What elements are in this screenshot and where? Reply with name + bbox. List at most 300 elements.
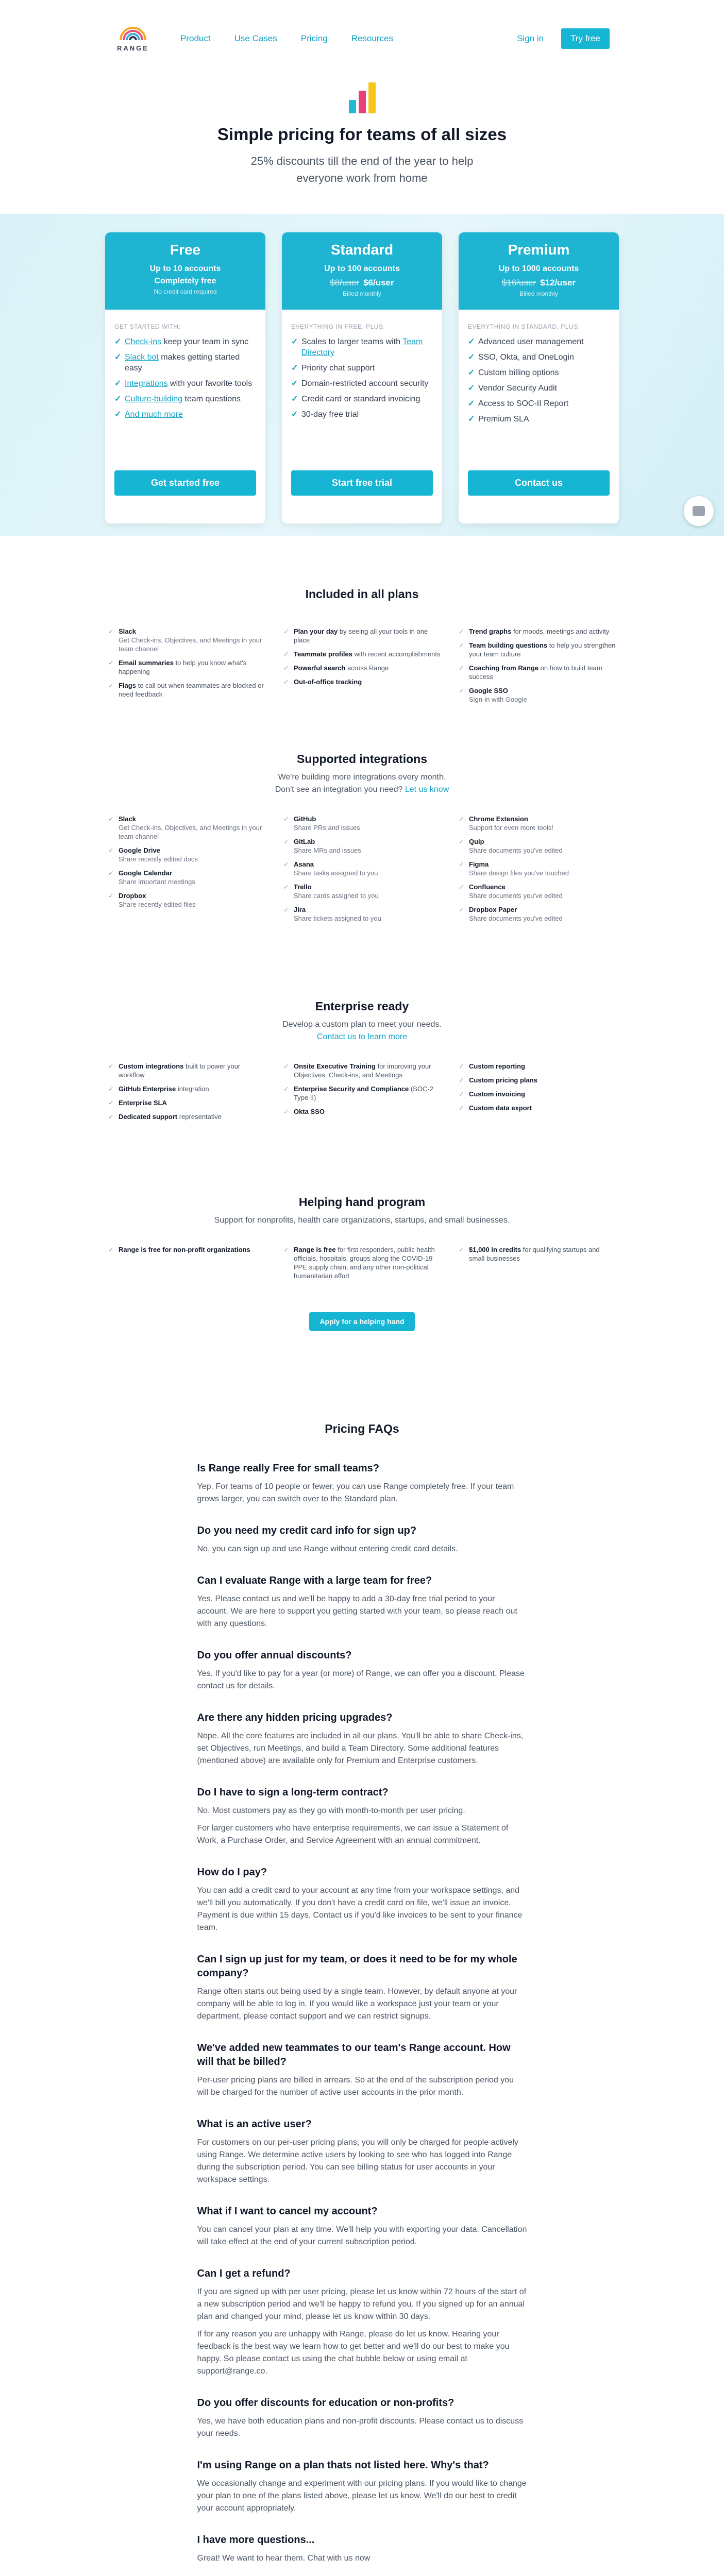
feature-title: Range is free xyxy=(294,1246,336,1253)
plan-features-label: EVERYTHING IN STANDARD, PLUS: xyxy=(468,323,580,330)
feature-text: Access to SOC-II Report xyxy=(478,399,569,408)
plan-accounts: Up to 10 accounts xyxy=(149,264,221,273)
new-price: $12/user xyxy=(540,278,576,287)
feature-text xyxy=(294,1062,441,1079)
check-icon: ✓ xyxy=(283,664,289,672)
plan-name: Standard xyxy=(330,242,394,258)
check-icon: ✓ xyxy=(114,353,122,362)
plan-card-standard xyxy=(282,232,442,523)
plan-accounts: Up to 100 accounts xyxy=(324,264,400,273)
feature-sub: Share cards assigned to you xyxy=(294,892,379,900)
grid-column xyxy=(283,815,441,928)
feature-link[interactable]: Integrations xyxy=(125,379,168,388)
contact-learn-more-link[interactable]: Contact us to learn more xyxy=(316,1032,408,1041)
feature-text xyxy=(294,1084,441,1102)
check-icon: ✓ xyxy=(283,860,289,868)
feature-text xyxy=(119,681,265,699)
faq-question: Can I sign up just for my team, or does it need to be for my whole company? xyxy=(197,1954,517,1979)
feature-text: Scales to larger teams with xyxy=(301,337,403,346)
check-icon: ✓ xyxy=(114,395,122,403)
faq-item xyxy=(197,2041,527,2099)
plan-feature xyxy=(291,394,433,404)
feature-desc: integration xyxy=(176,1085,209,1093)
check-icon: ✓ xyxy=(468,384,475,393)
plan-feature xyxy=(291,378,433,389)
plan-header xyxy=(282,232,442,310)
bar-chart-icon xyxy=(0,82,724,113)
check-icon: ✓ xyxy=(459,1062,464,1070)
plan-price xyxy=(464,278,614,288)
plan-body xyxy=(459,310,619,425)
feature-item xyxy=(283,677,441,686)
feature-title: Custom invoicing xyxy=(469,1090,526,1098)
feature-title: Team building questions xyxy=(469,641,548,649)
lead-line1: We're building more integrations every month. xyxy=(278,773,446,782)
check-icon: ✓ xyxy=(108,1062,114,1070)
feature-title: Google Drive xyxy=(119,846,160,854)
feature-title: Jira xyxy=(294,906,306,913)
sign-in-link[interactable]: Sign in xyxy=(517,33,544,43)
faq-answer: Yep. For teams of 10 people or fewer, you can use Range completely free. If your team grows larger, you can switch over to the Standard plan. xyxy=(197,1482,514,1503)
check-icon: ✓ xyxy=(459,1246,464,1253)
feature-text: Custom billing options xyxy=(478,368,559,377)
check-icon: ✓ xyxy=(459,641,464,649)
faq-question: Do you offer discounts for education or non-profits? xyxy=(197,2397,454,2409)
plan-feature xyxy=(468,336,610,347)
check-icon: ✓ xyxy=(291,364,298,372)
feature-desc: with recent accomplishments xyxy=(352,650,441,658)
faq-item xyxy=(197,1524,527,1555)
feature-item xyxy=(283,627,441,645)
feature-item xyxy=(108,627,265,653)
plan-name: Free xyxy=(170,242,201,258)
feature-text xyxy=(469,1245,616,1263)
feature-text xyxy=(294,905,381,923)
feature-sub: Support for even more tools! xyxy=(469,824,554,832)
integrations-section xyxy=(0,752,724,999)
feature-title: Google Calendar xyxy=(119,869,173,877)
section-title: Pricing FAQs xyxy=(325,1422,399,1435)
feature-text xyxy=(294,860,378,877)
faq-answer: You can cancel your plan at any time. We'll help you with exporting your data. Cancellation will take effect at the end of your current subscription period. xyxy=(197,2225,527,2246)
feature-title: Custom data export xyxy=(469,1104,532,1112)
plan-feature xyxy=(468,352,610,363)
feature-item xyxy=(459,641,616,658)
feature-item xyxy=(459,664,616,681)
feature-title: Flags xyxy=(119,682,136,689)
let-us-know-link[interactable]: Let us know xyxy=(405,785,449,794)
faq-question: How do I pay? xyxy=(197,1867,267,1878)
check-icon: ✓ xyxy=(283,815,289,823)
faq-item xyxy=(197,1866,527,1934)
plan-feature xyxy=(114,336,256,347)
feature-text xyxy=(294,837,361,855)
faq-answer: Great! We want to hear them. Chat with us now xyxy=(197,2554,371,2563)
feature-text xyxy=(469,1104,532,1112)
check-icon: ✓ xyxy=(283,1062,289,1070)
feature-title: Trello xyxy=(294,883,312,891)
feature-item xyxy=(459,860,616,877)
check-icon: ✓ xyxy=(468,415,475,423)
helping-grid xyxy=(108,1245,616,1297)
grid-column xyxy=(108,1245,265,1297)
start-free-trial-button[interactable]: Start free trial xyxy=(291,470,433,496)
plan-name: Premium xyxy=(508,242,570,258)
feature-title: Range is free for non-profit organizations xyxy=(119,1246,250,1253)
section-title: Included in all plans xyxy=(305,587,419,601)
feature-text xyxy=(119,869,195,886)
feature-text xyxy=(119,815,265,841)
feature-title: GitHub xyxy=(294,815,316,823)
logo-text: RANGE xyxy=(117,44,149,52)
feature-desc: for improving your Objectives, Check-ins, and Meetings xyxy=(294,1062,431,1079)
feature-text: Priority chat support xyxy=(301,364,375,372)
feature-title: Slack xyxy=(119,815,136,823)
feature-text xyxy=(294,677,362,686)
contact-us-button[interactable]: Contact us xyxy=(468,470,610,496)
plan-feature xyxy=(291,336,433,358)
feature-title: Onsite Executive Training xyxy=(294,1062,376,1070)
grid-column xyxy=(283,1245,441,1297)
check-icon: ✓ xyxy=(283,838,289,845)
check-icon: ✓ xyxy=(283,628,289,635)
feature-item xyxy=(108,1245,265,1254)
feature-text xyxy=(294,650,440,658)
faq-answer: No. Most customers pay as they go with month-to-month per user pricing. xyxy=(197,1806,465,1815)
chat-icon xyxy=(693,506,705,516)
feature-desc: (SOC-2 Type II) xyxy=(294,1085,433,1101)
nav-link-use-cases[interactable]: Use Cases xyxy=(234,33,277,43)
check-icon: ✓ xyxy=(459,815,464,823)
check-icon: ✓ xyxy=(283,650,289,658)
feature-title: Confluence xyxy=(469,883,506,891)
faq-item xyxy=(197,1953,527,2023)
try-free-button[interactable]: Try free xyxy=(561,28,610,49)
helping-hand-section xyxy=(0,1195,724,1422)
feature-title: Plan your day xyxy=(294,628,338,635)
feature-text xyxy=(469,860,569,877)
check-icon: ✓ xyxy=(108,682,114,689)
grid-column xyxy=(108,1062,265,1126)
faq-item xyxy=(197,1711,527,1767)
feature-item xyxy=(108,1062,265,1079)
feature-item xyxy=(459,883,616,900)
plan-feature xyxy=(468,367,610,378)
check-icon: ✓ xyxy=(459,1090,464,1098)
feature-text xyxy=(119,658,265,676)
feature-text xyxy=(119,1112,222,1121)
feature-title: Powerful search xyxy=(294,664,346,672)
feature-desc: on how to build team success xyxy=(469,664,602,681)
faq-item xyxy=(197,2267,527,2378)
faq-item xyxy=(197,2205,527,2248)
faq-answer: Yes. If you'd like to pay for a year (or more) of Range, we can offer you a discount. Please contact us for details. xyxy=(197,1669,525,1690)
feature-link[interactable]: Slack bot xyxy=(125,353,159,362)
feature-item xyxy=(459,627,616,636)
feature-title: Chrome Extension xyxy=(469,815,528,823)
feature-item xyxy=(459,815,616,832)
faq-answer: If you are signed up with per user pricing, please let us know within 72 hours of the start of a new subscription period and we'll be happy to refund you. If you signed up for an annual plan and changed your mind, please let us know within 30 days. xyxy=(197,2287,527,2321)
check-icon: ✓ xyxy=(459,838,464,845)
faq-item xyxy=(197,2396,527,2440)
feature-link[interactable]: Culture-building xyxy=(125,395,183,403)
check-icon: ✓ xyxy=(108,1246,114,1253)
feature-text xyxy=(119,1245,250,1254)
hero-subtitle-line1: 25% discounts till the end of the year to help xyxy=(250,155,474,167)
check-icon: ✓ xyxy=(459,906,464,913)
faq-answer: No, you can sign up and use Range without entering credit card details. xyxy=(197,1545,458,1553)
feature-item xyxy=(283,837,441,855)
section-title: Supported integrations xyxy=(297,752,427,766)
lead-line2: Don't see an integration you need? xyxy=(275,785,403,794)
feature-title: Trend graphs xyxy=(469,628,512,635)
feature-item xyxy=(108,658,265,676)
faq-question: I have more questions... xyxy=(197,2534,315,2546)
feature-item xyxy=(283,1245,441,1280)
faq-question: Is Range really Free for small teams? xyxy=(197,1463,379,1474)
feature-text xyxy=(294,1245,441,1280)
faq-question: Do you need my credit card info for sign up? xyxy=(197,1525,417,1536)
feature-text: team questions xyxy=(182,395,241,403)
feature-text: Credit card or standard invoicing xyxy=(301,395,420,403)
feature-sub: Share important meetings xyxy=(119,878,195,886)
plan-features-label: GET STARTED WITH: xyxy=(114,323,181,330)
helping-button-wrap xyxy=(0,1312,724,1331)
faq-item xyxy=(197,1786,527,1847)
plan-card-free xyxy=(105,232,265,523)
faq-answer: For customers on our per-user pricing plans, you will only be charged for people actively using Range. We determine active users by looking to see who has logged into Range during the subscription period. You can see billing status for user accounts in your workspace settings. xyxy=(197,2138,518,2184)
check-icon: ✓ xyxy=(108,815,114,823)
feature-title: Email summaries xyxy=(119,659,174,667)
plan-note: Billed monthly xyxy=(519,290,558,297)
apply-helping-hand-button[interactable]: Apply for a helping hand xyxy=(309,1312,414,1331)
feature-item xyxy=(283,1084,441,1102)
faq-item xyxy=(197,1649,527,1692)
feature-sub: Share tasks assigned to you xyxy=(294,869,378,877)
feature-text xyxy=(469,1090,525,1098)
feature-sub: Share recently edited docs xyxy=(119,855,198,863)
feature-text xyxy=(469,1076,537,1084)
feature-item xyxy=(283,650,441,658)
check-icon: ✓ xyxy=(283,883,289,891)
feature-item xyxy=(108,815,265,841)
feature-sub: Share design files you've touched xyxy=(469,869,569,877)
feature-item xyxy=(108,681,265,699)
page-title: Simple pricing for teams of all sizes xyxy=(217,125,507,144)
top-nav xyxy=(0,0,724,77)
integrations-grid xyxy=(108,815,616,928)
plan-note: Billed monthly xyxy=(343,290,381,297)
feature-text: 30-day free trial xyxy=(301,410,359,419)
faq-question: What if I want to cancel my account? xyxy=(197,2206,378,2217)
faq-item xyxy=(197,2459,527,2515)
grid-column xyxy=(459,815,616,928)
check-icon: ✓ xyxy=(459,1104,464,1112)
enterprise-grid xyxy=(108,1062,616,1126)
feature-sub: Share documents you've edited xyxy=(469,846,563,854)
chat-bubble-button[interactable] xyxy=(684,496,714,526)
faq-item xyxy=(197,2117,527,2186)
nav-link-resources[interactable]: Resources xyxy=(351,33,393,43)
feature-link[interactable]: And much more xyxy=(125,410,183,419)
feature-item xyxy=(108,1112,265,1121)
feature-text xyxy=(294,883,379,900)
feature-item xyxy=(283,815,441,832)
feature-title: Dedicated support xyxy=(119,1113,178,1121)
feature-text xyxy=(469,664,616,681)
feature-link[interactable]: Check-ins xyxy=(125,337,162,346)
check-icon: ✓ xyxy=(459,1076,464,1084)
faq-answer: Yes, we have both education plans and non-profit discounts. Please contact us to discuss your needs. xyxy=(197,2417,524,2438)
feature-title: Teammate profiles xyxy=(294,650,352,658)
feature-item xyxy=(459,1076,616,1084)
grid-column xyxy=(283,1062,441,1126)
check-icon: ✓ xyxy=(459,687,464,694)
feature-text xyxy=(469,686,527,704)
check-icon: ✓ xyxy=(283,906,289,913)
plan-feature xyxy=(468,398,610,409)
check-icon: ✓ xyxy=(114,410,122,419)
feature-item xyxy=(459,1090,616,1098)
feature-title: Google SSO xyxy=(469,687,508,694)
check-icon: ✓ xyxy=(291,337,298,346)
feature-title: $1,000 in credits xyxy=(469,1246,521,1253)
faq-answer: Yes. Please contact us and we'll be happy to add a 30-day free trial period to your account. We are here to support you getting started with your team, so please reach out with any questions. xyxy=(197,1595,517,1628)
faq-item xyxy=(197,1462,527,1505)
get-started-free-button[interactable]: Get started free xyxy=(114,470,256,496)
feature-text xyxy=(469,837,563,855)
check-icon: ✓ xyxy=(468,399,475,408)
feature-sub: Share documents you've edited xyxy=(469,892,563,900)
feature-text xyxy=(294,1107,325,1116)
nav-right xyxy=(517,28,610,49)
feature-text xyxy=(119,846,198,863)
feature-item xyxy=(283,1107,441,1116)
feature-title: Okta SSO xyxy=(294,1108,325,1115)
feature-item xyxy=(459,837,616,855)
feature-text xyxy=(469,883,563,900)
grid-column xyxy=(108,627,265,709)
feature-title: Custom reporting xyxy=(469,1062,526,1070)
feature-text xyxy=(294,627,441,645)
helping-lead: Support for nonprofits, health care organizations, startups, and small businesses. xyxy=(214,1216,510,1225)
feature-title: Enterprise SLA xyxy=(119,1099,167,1107)
plan-feature xyxy=(291,409,433,420)
feature-item xyxy=(108,869,265,886)
enterprise-lead xyxy=(0,1019,724,1043)
feature-item xyxy=(459,1245,616,1263)
feature-desc: for moods, meetings and activity xyxy=(511,628,610,635)
feature-title: Slack xyxy=(119,628,136,635)
faq-question: Do you offer annual discounts? xyxy=(197,1650,352,1661)
grid-column xyxy=(283,627,441,709)
feature-title: Figma xyxy=(469,860,489,868)
feature-text xyxy=(119,891,196,909)
nav-link-product[interactable]: Product xyxy=(180,33,211,43)
feature-item xyxy=(108,1098,265,1107)
lead-line1: Develop a custom plan to meet your needs. xyxy=(282,1020,442,1029)
pricing-band xyxy=(0,214,724,536)
feature-title: Coaching from Range xyxy=(469,664,539,672)
nav-links xyxy=(180,33,393,44)
check-icon: ✓ xyxy=(108,1113,114,1121)
range-logo[interactable] xyxy=(114,25,151,52)
plan-header xyxy=(459,232,619,310)
faq-question: We've added new teammates to our team's Range account. How will that be billed? xyxy=(197,2042,511,2067)
feature-title: Out-of-office tracking xyxy=(294,678,362,686)
feature-text: Premium SLA xyxy=(478,415,529,423)
faq-question: Are there any hidden pricing upgrades? xyxy=(197,1712,393,1723)
feature-item xyxy=(108,846,265,863)
plan-card-premium xyxy=(459,232,619,523)
feature-desc: for first responders, public health officials, hospitals, groups along the COVID-19 PPE supply chain, and any other non-political humanitarian effort xyxy=(294,1246,435,1280)
faq-answer: We occasionally change and experiment with our pricing plans. If you would like to change your plan to one of the plans listed above, please let us know. We'll do our best to credit your account appropriately. xyxy=(197,2479,527,2513)
enterprise-section xyxy=(0,999,724,1195)
feature-title: Quip xyxy=(469,838,484,845)
plan-feature xyxy=(114,409,256,420)
check-icon: ✓ xyxy=(108,628,114,635)
feature-desc: across Range xyxy=(345,664,389,672)
plan-features-label: EVERYTHING IN FREE, PLUS: xyxy=(291,323,385,330)
feature-desc: to help you know what's happening xyxy=(119,659,247,675)
plan-price xyxy=(287,278,437,288)
check-icon: ✓ xyxy=(108,892,114,900)
faq-answer: For larger customers who have enterprise requirements, we can issue a Statement of Work, a Purchase Order, and Service Agreement with an annual commitment. xyxy=(197,1824,509,1845)
feature-sub: Share documents you've edited xyxy=(469,914,563,922)
check-icon: ✓ xyxy=(108,869,114,877)
feature-item xyxy=(108,891,265,909)
feature-text: Domain-restricted account security xyxy=(301,379,429,388)
faq-answer: You can add a credit card to your account at any time from your workspace settings, and we'll bill you automatically. If you don't have a credit card on file, we'll issue an invoice. Payment is due within 15 days. Contact us if you'd like invoices to be sent to your finance team. xyxy=(197,1886,523,1932)
feature-text: with your favorite tools xyxy=(167,379,252,388)
feature-sub: Get Check-ins, Objectives, and Meetings in your team channel xyxy=(119,824,262,840)
feature-item xyxy=(283,664,441,672)
plan-header xyxy=(105,232,265,310)
check-icon: ✓ xyxy=(283,1108,289,1115)
rainbow-logo-icon xyxy=(117,25,148,42)
plan-body xyxy=(105,310,265,420)
feature-text xyxy=(119,1084,209,1093)
check-icon: ✓ xyxy=(468,353,475,362)
faq-answer: Per-user pricing plans are billed in arrears. So at the end of the subscription period you will be charged for the number of active user accounts in the prior month. xyxy=(197,2076,514,2097)
feature-sub: Share MRs and issues xyxy=(294,846,361,854)
check-icon: ✓ xyxy=(108,659,114,667)
feature-title: Dropbox xyxy=(119,892,146,900)
plan-feature xyxy=(468,414,610,425)
nav-link-pricing[interactable]: Pricing xyxy=(300,33,328,43)
feature-text xyxy=(119,627,265,653)
plan-feature xyxy=(468,383,610,394)
check-icon: ✓ xyxy=(283,678,289,686)
plan-feature xyxy=(114,352,256,374)
feature-text: Advanced user management xyxy=(478,337,584,346)
check-icon: ✓ xyxy=(459,860,464,868)
check-icon: ✓ xyxy=(283,1246,289,1253)
feature-sub: Share recently edited files xyxy=(119,901,196,908)
check-icon: ✓ xyxy=(108,1085,114,1093)
feature-sub: Get Check-ins, Objectives, and Meetings in your team channel xyxy=(119,636,262,653)
section-title: Helping hand program xyxy=(298,1195,426,1209)
feature-link[interactable]: Team Directory xyxy=(301,337,423,357)
check-icon: ✓ xyxy=(108,1099,114,1107)
feature-text xyxy=(469,641,616,658)
check-icon: ✓ xyxy=(283,1085,289,1093)
plan-note: No credit card required xyxy=(154,288,217,295)
feature-item xyxy=(459,905,616,923)
check-icon: ✓ xyxy=(114,379,122,388)
feature-title: Custom integrations xyxy=(119,1062,184,1070)
faq-question: Can I get a refund? xyxy=(197,2268,291,2279)
